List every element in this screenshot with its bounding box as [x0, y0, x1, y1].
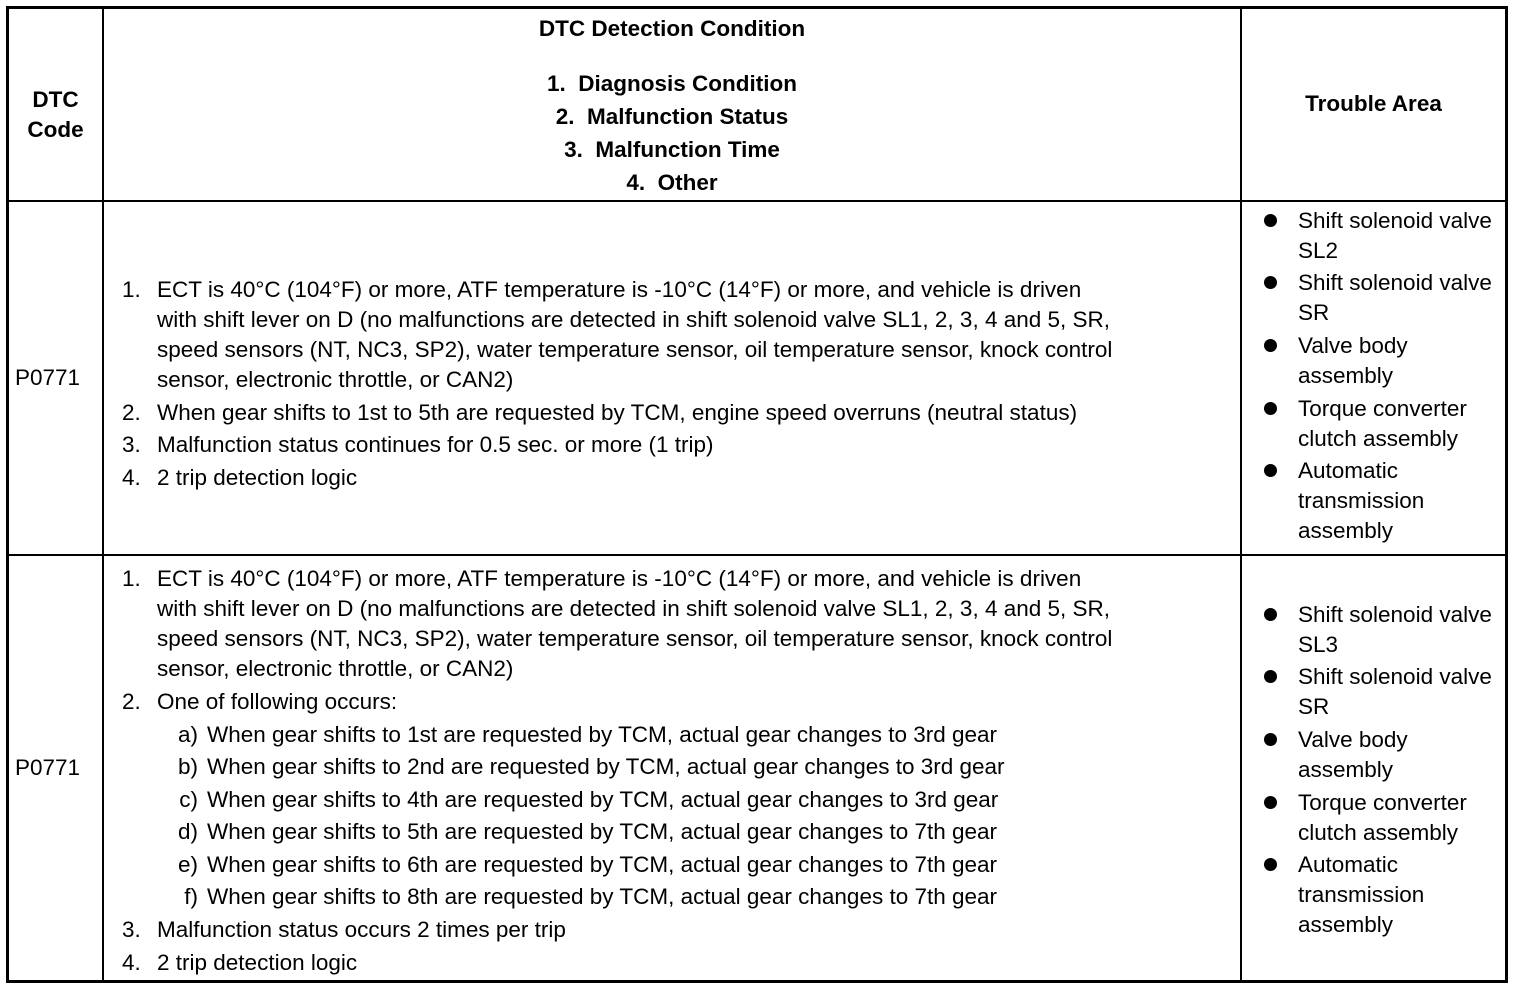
bullet-icon — [1261, 850, 1298, 940]
condition-number: 2. — [122, 399, 141, 425]
condition-number: 4. — [122, 949, 141, 975]
trouble-area-item — [1261, 725, 1505, 785]
header-condition-steps — [104, 67, 1240, 199]
trouble-area-text: Shift solenoid valve SL3 — [1298, 601, 1492, 657]
row-1-conditions — [104, 202, 1240, 554]
trouble-area-item — [1261, 788, 1505, 848]
bullet-icon — [1261, 394, 1298, 454]
bullet-icon — [1261, 788, 1298, 848]
trouble-area-text: Shift solenoid valve SL2 — [1298, 207, 1492, 263]
header-condition-step: 4. Other — [626, 170, 718, 195]
condition-item — [122, 687, 1240, 717]
subitem-letter: d) — [177, 819, 198, 845]
subitem-letter: c) — [179, 786, 198, 812]
header-condition-title: DTC Detection Condition — [538, 16, 806, 41]
header-condition-step: 1. Diagnosis Condition — [546, 71, 797, 96]
subitem-letter: e) — [177, 851, 198, 877]
trouble-area-item — [1261, 206, 1505, 266]
condition-text-line: sensor, electronic throttle, or CAN2) — [157, 367, 514, 393]
subitem-text: When gear shifts to 2nd are requested by TCM, actual gear changes to 3rd gear — [207, 754, 1005, 780]
condition-subitem — [122, 882, 1240, 912]
condition-subitem — [122, 785, 1240, 815]
trouble-area-text: Shift solenoid valve SR — [1298, 270, 1492, 326]
condition-text-line: ECT is 40°C (104°F) or more, ATF temperature is -10°C (14°F) or more, and vehicle is driven — [157, 277, 1082, 303]
condition-item — [122, 948, 1240, 978]
condition-text-line: 2 trip detection logic — [157, 464, 358, 490]
header-trouble-area — [1242, 9, 1505, 200]
condition-text-line: One of following occurs: — [157, 688, 398, 714]
condition-text-line: ECT is 40°C (104°F) or more, ATF temperature is -10°C (14°F) or more, and vehicle is driven — [157, 566, 1082, 592]
condition-text-line: speed sensors (NT, NC3, SP2), water temperature sensor, oil temperature sensor, knock control — [157, 337, 1113, 363]
condition-item — [122, 564, 1240, 684]
trouble-area-text: Torque converter clutch assembly — [1298, 789, 1467, 845]
header-dtc-code-text: DTC Code — [27, 86, 84, 142]
condition-item — [122, 398, 1240, 428]
header-detection-condition — [104, 9, 1240, 200]
condition-number: 2. — [122, 688, 141, 714]
header-condition-step: 2. Malfunction Status — [555, 104, 789, 129]
row-2-conditions — [104, 556, 1240, 980]
trouble-area-item — [1261, 268, 1505, 328]
dtc-table — [6, 6, 1508, 983]
trouble-area-text: Automatic transmission assembly — [1298, 852, 1425, 938]
subitem-text: When gear shifts to 6th are requested by TCM, actual gear changes to 7th gear — [207, 851, 998, 877]
trouble-area-text: Shift solenoid valve SR — [1298, 664, 1492, 720]
condition-subitem — [122, 850, 1240, 880]
condition-item — [122, 430, 1240, 460]
condition-item — [122, 463, 1240, 493]
bullet-icon — [1261, 268, 1298, 328]
condition-text-line: speed sensors (NT, NC3, SP2), water temperature sensor, oil temperature sensor, knock control — [157, 626, 1113, 652]
trouble-area-item — [1261, 456, 1505, 546]
condition-subitem — [122, 720, 1240, 750]
trouble-area-text: Torque converter clutch assembly — [1298, 395, 1467, 451]
subitem-text: When gear shifts to 1st are requested by TCM, actual gear changes to 3rd gear — [207, 721, 998, 747]
header-dtc-code — [9, 9, 102, 200]
condition-text-line: When gear shifts to 1st to 5th are requested by TCM, engine speed overruns (neutral status) — [157, 399, 1078, 425]
bullet-icon — [1261, 725, 1298, 785]
condition-item — [122, 915, 1240, 945]
condition-subitem — [122, 752, 1240, 782]
row-2-trouble-areas — [1242, 556, 1505, 980]
bullet-icon — [1261, 600, 1298, 660]
trouble-area-item — [1261, 662, 1505, 722]
condition-text-line: sensor, electronic throttle, or CAN2) — [157, 656, 514, 682]
bullet-icon — [1261, 662, 1298, 722]
dtc-code: P0771 — [15, 755, 81, 780]
condition-number: 4. — [122, 464, 141, 490]
bullet-icon — [1261, 206, 1298, 266]
condition-text-line: Malfunction status continues for 0.5 sec. or more (1 trip) — [157, 432, 714, 458]
condition-text-line: with shift lever on D (no malfunctions are detected in shift solenoid valve SL1, 2, 3, 4 and 5, SR, — [157, 596, 1111, 622]
trouble-area-text: Valve body assembly — [1298, 727, 1408, 782]
condition-text-line: Malfunction status occurs 2 times per trip — [157, 917, 566, 943]
header-trouble-area-text: Trouble Area — [1305, 91, 1442, 116]
bullet-icon — [1261, 456, 1298, 546]
trouble-area-item — [1261, 850, 1505, 940]
subitem-text: When gear shifts to 5th are requested by TCM, actual gear changes to 7th gear — [207, 819, 998, 845]
bullet-icon — [1261, 331, 1298, 391]
subitem-text: When gear shifts to 8th are requested by TCM, actual gear changes to 7th gear — [207, 884, 998, 910]
condition-item — [122, 275, 1240, 395]
condition-text-line: 2 trip detection logic — [157, 949, 358, 975]
condition-number: 3. — [122, 917, 141, 943]
subitem-text: When gear shifts to 4th are requested by TCM, actual gear changes to 3rd gear — [207, 786, 999, 812]
condition-subitem — [122, 817, 1240, 847]
row-1-code-cell — [9, 202, 102, 554]
dtc-code: P0771 — [15, 365, 81, 390]
header-condition-step: 3. Malfunction Time — [564, 137, 780, 162]
condition-number: 1. — [122, 277, 141, 303]
subitem-letter: f) — [184, 884, 198, 910]
subitem-letter: a) — [177, 721, 198, 747]
row-2-code-cell — [9, 556, 102, 980]
condition-text-line: with shift lever on D (no malfunctions are detected in shift solenoid valve SL1, 2, 3, 4 and 5, SR, — [157, 307, 1111, 333]
trouble-area-item — [1261, 600, 1505, 660]
subitem-letter: b) — [177, 754, 198, 780]
trouble-area-text: Automatic transmission assembly — [1298, 458, 1425, 544]
row-1-trouble-areas — [1242, 202, 1505, 554]
trouble-area-item — [1261, 394, 1505, 454]
trouble-area-text: Valve body assembly — [1298, 333, 1408, 388]
condition-number: 3. — [122, 432, 141, 458]
trouble-area-item — [1261, 331, 1505, 391]
condition-number: 1. — [122, 566, 141, 592]
